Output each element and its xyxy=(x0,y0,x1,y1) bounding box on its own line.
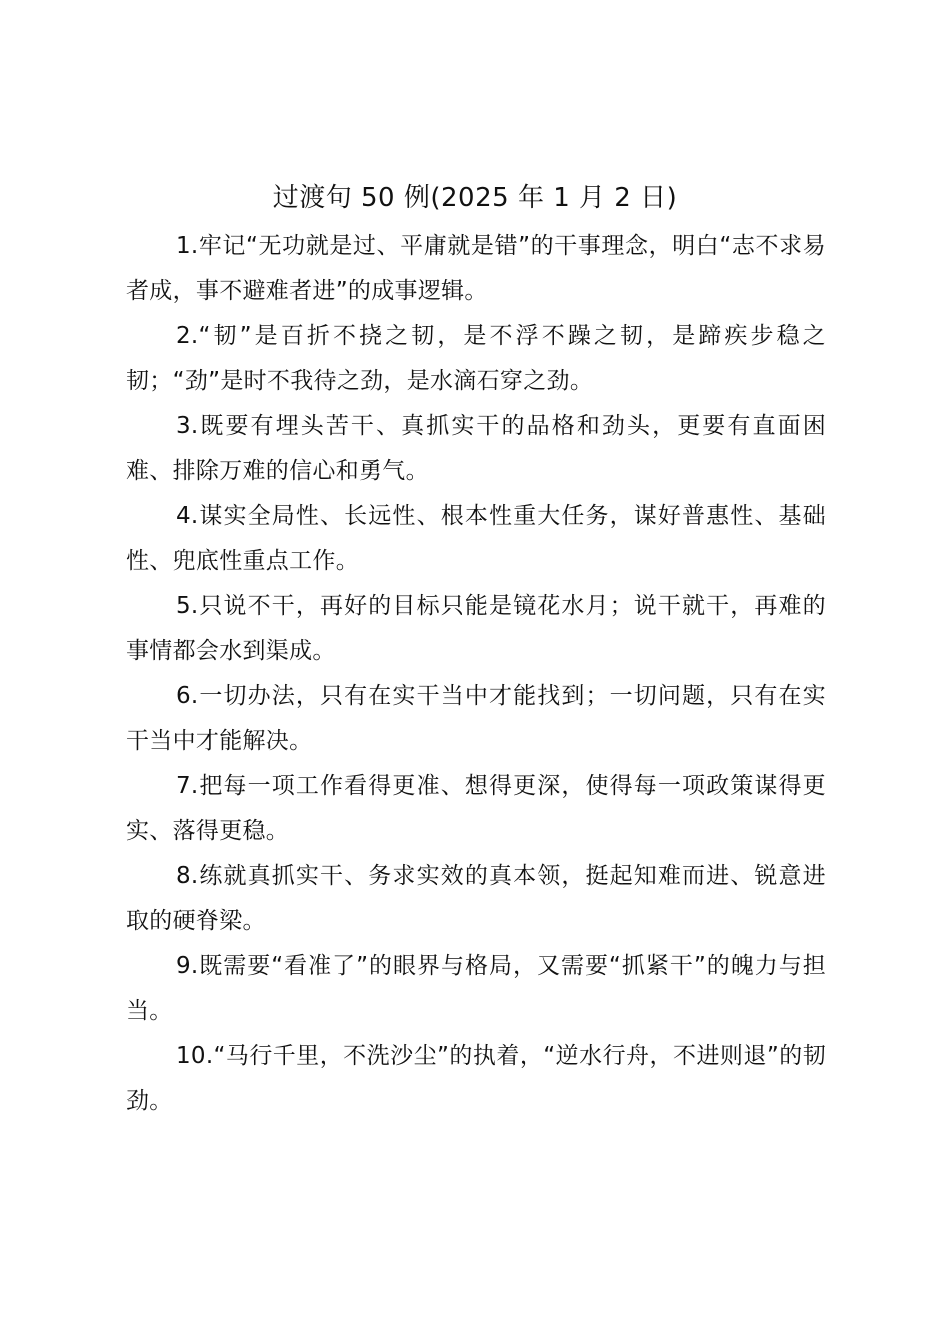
list-item: 9.既需要“看准了”的眼界与格局，又需要“抓紧干”的魄力与担当。 xyxy=(126,953,826,1024)
list-item: 1.牢记“无功就是过、平庸就是错”的干事理念，明白“志不求易者成，事不避难者进”的成事逻辑。 xyxy=(126,233,826,304)
document-title: 过渡句 50 例(2025 年 1 月 2 日) xyxy=(272,183,678,213)
list-item: 10.“马行千里，不洗沙尘”的执着，“逆水行舟，不进则退”的韧劲。 xyxy=(126,1043,826,1114)
list-item: 3.既要有埋头苦干、真抓实干的品格和劲头，更要有直面困难、排除万难的信心和勇气。 xyxy=(126,413,826,484)
sentence-list xyxy=(126,224,826,1124)
list-item: 2.“韧”是百折不挠之韧，是不浮不躁之韧，是蹄疾步稳之韧；“劲”是时不我待之劲，是水滴石穿之劲。 xyxy=(126,323,826,394)
list-item: 4.谋实全局性、长远性、根本性重大任务，谋好普惠性、基础性、兜底性重点工作。 xyxy=(126,503,826,574)
list-item: 5.只说不干，再好的目标只能是镜花水月；说干就干，再难的事情都会水到渠成。 xyxy=(126,593,826,664)
list-item: 6.一切办法，只有在实干当中才能找到；一切问题，只有在实干当中才能解决。 xyxy=(126,683,826,754)
list-item: 8.练就真抓实干、务求实效的真本领，挺起知难而进、锐意进取的硬脊梁。 xyxy=(126,863,826,934)
list-item: 7.把每一项工作看得更准、想得更深，使得每一项政策谋得更实、落得更稳。 xyxy=(126,773,826,844)
